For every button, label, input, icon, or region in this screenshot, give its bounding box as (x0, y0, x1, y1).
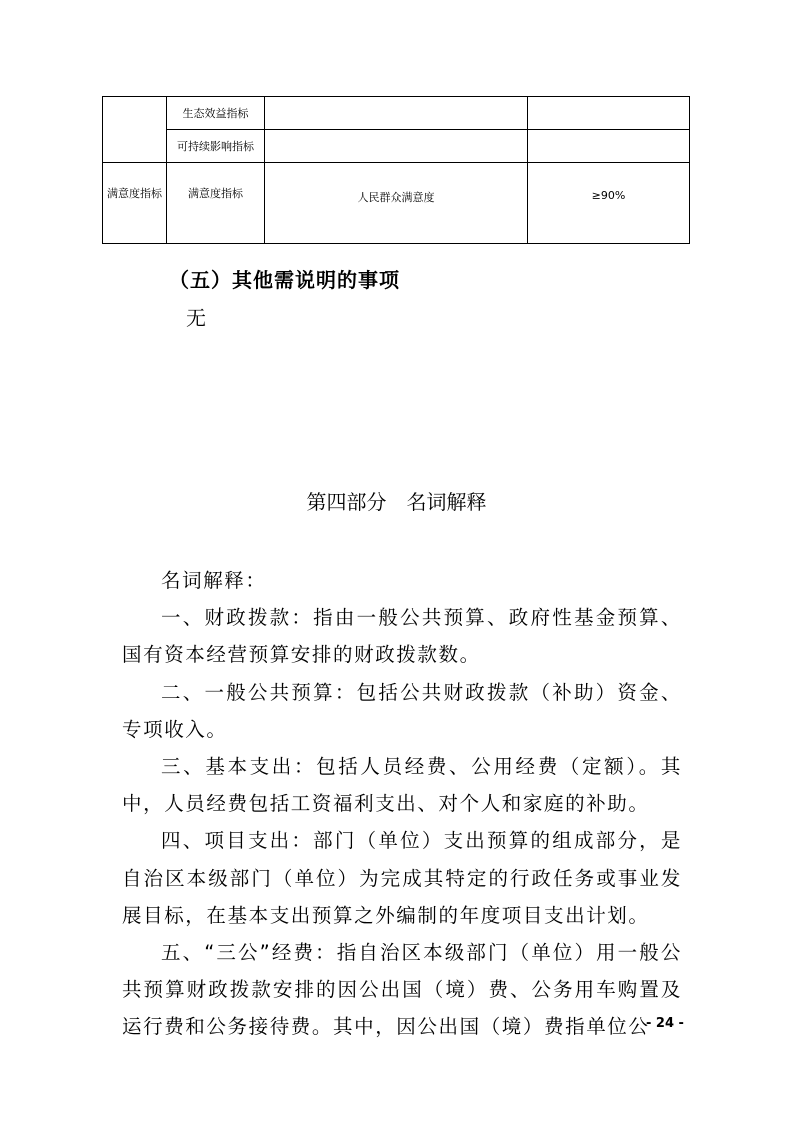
glossary-text: 包括人员经费、公用经费（定额）。其中，人员经费包括工资福利支出、对个人和家庭的补助。 (122, 755, 682, 816)
table-cell-sub: 满意度指标 (167, 163, 265, 244)
table-cell-empty-category (103, 97, 167, 163)
part-title: 第四部分 名词解释 (306, 490, 487, 514)
glossary-item (122, 599, 682, 673)
glossary-term: 一、财政拨款： (161, 606, 314, 630)
table-row (103, 97, 690, 130)
table-cell-indicator: 人民群众满意度 (265, 163, 528, 244)
section-heading: （五）其他需说明的事项 (169, 268, 400, 292)
table-cell-category: 满意度指标 (103, 163, 167, 244)
glossary-item (122, 822, 682, 934)
table-cell-indicator (265, 130, 528, 163)
table-cell-value (528, 130, 690, 163)
glossary-term: 五、“三公”经费： (161, 941, 337, 965)
table-cell-sub: 生态效益指标 (167, 97, 265, 130)
glossary-text: 部门（单位）支出预算的组成部分，是自治区本级部门（单位）为完成其特定的行政任务或事业发展目标，在基本支出预算之外编制的年度项目支出计划。 (122, 829, 683, 927)
table-row (103, 130, 690, 163)
glossary-term: 三、基本支出： (161, 755, 317, 779)
table-cell-indicator (265, 97, 528, 130)
glossary-intro: 名词解释： (161, 569, 267, 592)
page-number: - 24 - (646, 1016, 684, 1031)
glossary-item (122, 748, 682, 822)
glossary-text: 指自治区本级部门（单位）用一般公共预算财政拨款安排的因公出国（境）费、公务用车购置及运行费和公务接待费。其中，因公出国（境）费指单位公 (122, 941, 682, 1039)
glossary-text: 包括公共财政拨款（补助）资金、专项收入。 (122, 680, 682, 741)
glossary-item (122, 674, 682, 748)
table-cell-value (528, 97, 690, 130)
glossary (122, 562, 682, 1046)
glossary-term: 二、一般公共预算： (161, 680, 357, 704)
section-body: 无 (186, 306, 206, 330)
table-row (103, 163, 690, 244)
table-cell-value: ≥90% (528, 163, 690, 244)
glossary-item (122, 934, 682, 1046)
glossary-term: 四、项目支出： (161, 829, 314, 853)
glossary-text: 指由一般公共预算、政府性基金预算、国有资本经营预算安排的财政拨款数。 (122, 606, 683, 667)
table-cell-sub: 可持续影响指标 (167, 130, 265, 163)
performance-table (102, 96, 690, 244)
